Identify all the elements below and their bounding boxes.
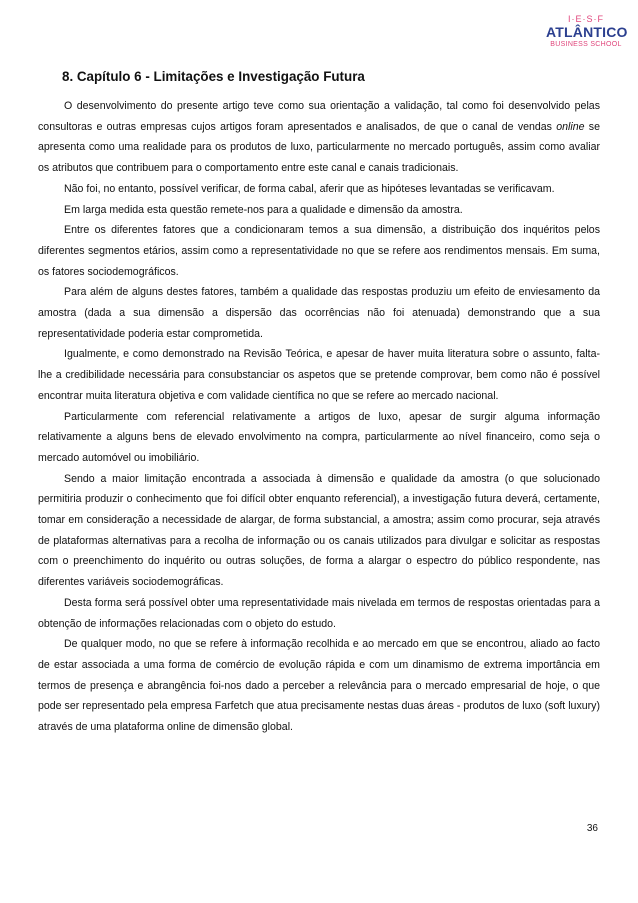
logo-school: BUSINESS SCHOOL — [550, 41, 622, 48]
paragraph: Sendo a maior limitação encontrada a associada à dimensão e qualidade da amostra (o que solucionado permitiria produzir o conhecimento que foi difícil obter enquanto referencial), a investigação futura deverá, certamente, tomar em consideração a necessidade de alargar, de forma substancial, a amostra; assim como procurar, seja através de plataformas alternativas para a recolha de informação ou os canais utilizados para divulgar e solicitar as respostas com o preenchimento do inquérito ou outras soluções, de forma a alargar o espectro do público respondente, nas diferentes variáveis sociodemográficas. — [38, 472, 600, 589]
paragraph-text: O desenvolvimento do presente artigo teve como sua orientação a validação, tal como foi desenvolvido pelas consultoras e outras empresas cujos artigos foram apresentados e analisados, de que o canal de vendas — [38, 100, 600, 133]
paragraph: Desta forma será possível obter uma representatividade mais nivelada em termos de respostas orientadas para a obtenção de informações relacionadas com o objeto do estudo. — [38, 596, 600, 630]
paragraph: De qualquer modo, no que se refere à informação recolhida e ao mercado em que se encontrou, aliado ao facto de estar associada a uma forma de comércio de evolução rápida e com um dinamismo de extrema importância em termos de presença e abrangência foi-nos dado a perceber a relevância para o mercado empresarial de hoje, o que pode ser representado pela empresa Farfetch que atua precisamente nestas duas áreas - produtos de luxo (soft luxury) através de uma plataforma online de dimensão global. — [38, 638, 600, 734]
paragraph: Para além de alguns destes fatores, também a qualidade das respostas produziu um efeito de enviesamento da amostra (dada a sua dimensão a dispersão das ocorrências não foi atenuada) demonstrando que a sua representatividade poderia estar comprometida. — [38, 286, 600, 340]
document-body — [38, 96, 600, 738]
paragraph: Igualmente, e como demonstrado na Revisão Teórica, e apesar de haver muita literatura sobre o assunto, falta-lhe a credibilidade necessária para consubstanciar os aspetos que se pretende comprovar, bem como não é possível encontrar muita literatura objetiva e com validade científica no que se refere ao mercado nacional. — [38, 348, 600, 402]
paragraph: Não foi, no entanto, possível verificar, de forma cabal, aferir que as hipóteses levantadas se verificavam. — [64, 182, 555, 195]
chapter-title: 8. Capítulo 6 - Limitações e Investigação Futura — [62, 69, 365, 84]
page-number: 36 — [586, 823, 598, 834]
paragraph — [38, 96, 600, 179]
paragraph: Em larga medida esta questão remete-nos para a qualidade e dimensão da amostra. — [64, 203, 463, 216]
paragraph-text: se apresenta como uma realidade para os produtos de luxo, particularmente no mercado português, assim como avaliar os atributos que contribuem para o comportamento entre este canal e canais tradicionais. — [38, 120, 600, 175]
emphasis-online: online — [556, 120, 585, 133]
paragraph: Particularmente com referencial relativamente a artigos de luxo, apesar de surgir alguma informação relativamente a alguns bens de elevado envolvimento na compra, particularmente ao nível financeiro, como seja o mercado automóvel ou imobiliário. — [38, 410, 600, 464]
paragraph: Entre os diferentes fatores que a condicionaram temos a sua dimensão, a distribuição dos inquéritos pelos diferentes segmentos etários, assim como a representatividade no que se refere aos rendimentos mensais. Em suma, os fatores sociodemográficos. — [38, 224, 600, 278]
logo-iesf: I·E·S·F — [568, 14, 604, 24]
logo-name: ATLÂNTICO — [546, 24, 628, 40]
atlantico-logo — [546, 14, 626, 49]
